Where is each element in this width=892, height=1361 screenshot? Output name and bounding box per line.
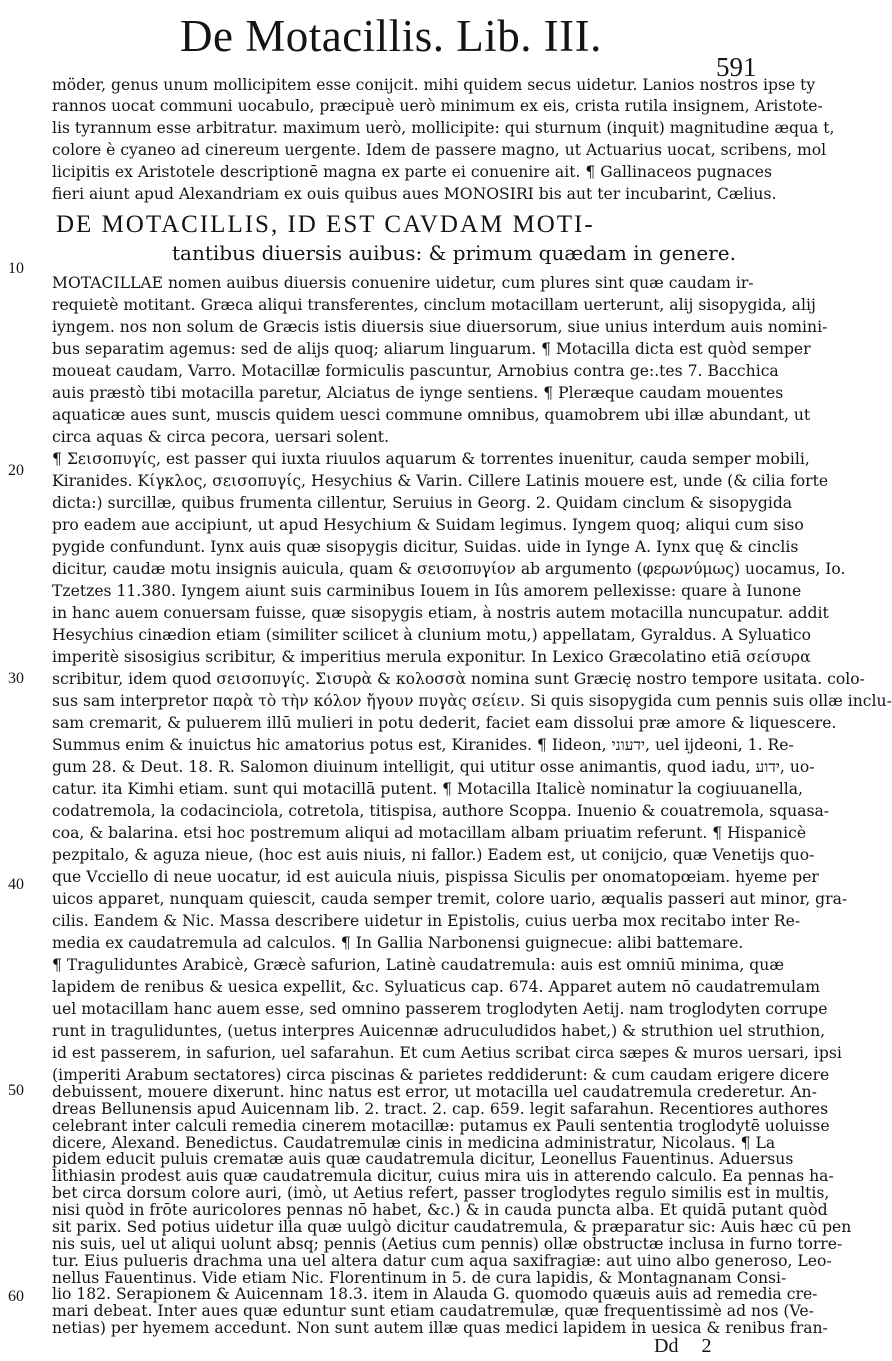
text-line: gum 28. & Deut. 18. R. Salomon diuinum intelligit, qui utitur osse animantis, quod iadu, ידוע, uo- [52, 758, 815, 776]
text-line: requietè motitant. Græca aliqui transferentes, cinclum motacillam uerterunt, alij sisopygida, alij [52, 296, 816, 314]
text-line: rannos uocat communi uocabulo, præcipuè uerò minimum ex eis, crista rutila insignem, Aristote- [52, 97, 823, 115]
text-line: nisi quòd in frōte auricolores pennas nō habet, &c.) & in cauda puncta alba. Et quidā putant quòd [52, 1201, 828, 1219]
margin-line-number: 30 [8, 670, 24, 687]
text-line: sam cremarit, & puluerem illū mulieri in potu dederit, faciet eam dissolui præ amore & liquescere. [52, 714, 837, 732]
text-line: coa, & balarina. etsi hoc postremum aliqui ad motacillam albam priuatim referunt. ¶ Hispanicè [52, 824, 807, 842]
text-line: colore è cyaneo ad cinereum uergente. Idem de passere magno, ut Actuarius uocat, scribens, mol [52, 141, 827, 159]
text-line: Tzetzes 11.380. Iyngem aiunt suis carminibus Iouem in Iûs amorem pellexisse: quare à Iunone [52, 582, 802, 600]
text-line: dicere, Alexand. Benedictus. Caudatremulæ cinis in medicina administratur, Nicolaus. ¶ La [52, 1133, 776, 1152]
margin-line-number: 10 [8, 260, 24, 277]
text-line: circa aquas & circa pecora, uersari solent. [52, 428, 390, 446]
signature-mark: Dd 2 [654, 1335, 712, 1357]
text-line: debuissent, mouere dixerunt. hinc natus est error, ut motacilla uel caudatremula crederetur. An- [52, 1082, 817, 1101]
text-line: licipitis ex Aristotele descriptionē magna ex parte ei conuenire ait. ¶ Gallinaceos pugnaces [52, 163, 772, 181]
text-line: auis præstò tibi motacilla paretur, Alciatus de iynge sentiens. ¶ Pleræque caudam mouentes [52, 384, 784, 402]
text-line: MOTACILLAE nomen auibus diuersis conuenire uidetur, cum plures sint quæ caudam ir- [52, 274, 754, 292]
text-line: pezpitalo, & aguza nieue, (hoc est auis niuis, ni fallor.) Eadem est, ut conijcio, quæ Venetijs quo- [52, 846, 815, 864]
text-line: dreas Bellunensis apud Auicennam lib. 2. tract. 2. cap. 659. legit safarahun. Recentiores authores [52, 1099, 829, 1118]
text-line: fieri aiunt apud Alexandriam ex ouis quibus aues MONOSIRI bis aut ter incubarint, Cælius. [52, 185, 777, 203]
text-line: netias) per hyemem accedunt. Non sunt autem illæ quas medici lapidem in uesica & renibus fran- [52, 1319, 828, 1338]
text-line: Kiranides. Κίγκλος, σεισοπυγίς, Hesychius & Varin. Cillere Latinis mouere est, unde (& cilia forte [52, 472, 829, 490]
text-line: lithiasin prodest auis quæ caudatremula dicitur, cuius mira uis in atterendo calculo. Ea pennas ha- [52, 1167, 834, 1186]
margin-line-number: 40 [8, 876, 24, 893]
text-line: pro eadem aue accipiunt, ut apud Hesychium & Suidam legimus. Iyngem quoq; aliqui cum siso [52, 516, 804, 534]
margin-line-number: 50 [8, 1082, 24, 1099]
text-line: scribitur, idem quod σεισοπυγίς. Σισυρὰ & κολοσσὰ nomina sunt Græcię nostro tempore usitata. colo- [52, 670, 865, 688]
margin-line-number: 20 [8, 462, 24, 479]
text-line: cilis. Eandem & Nic. Massa describere uidetur in Epistolis, cuius uerba mox recitabo inter Re- [52, 912, 801, 930]
text-line: celebrant inter calculi remedia cinerem motacillæ: putamus ex Pauli sententia troglodytē uoluisse [52, 1116, 830, 1135]
text-line: bus separatim agemus: sed de alijs quoq; aliarum linguarum. ¶ Motacilla dicta est quòd semper [52, 340, 811, 358]
text-line: lis tyrannum esse arbitratur. maximum uerò, mollicipite: qui sturnum (inquit) magnitudine æqua t, [52, 119, 835, 137]
text-line: sus sam interpretor παρὰ τὸ τὴν κόλον ἤγουν πυγὰς σείειν. Si quis sisopygida cum pennis suis ollæ inclu- [52, 692, 892, 710]
text-line: runt in traguliduntes, (uetus interpres Auicennæ adruculudidos habet,) & struthion uel struthion, [52, 1022, 826, 1040]
text-line: tur. Eius pulueris drachma una uel altera datur cum aqua saxifragiæ: aut uino albo generoso, Leo- [52, 1251, 832, 1270]
text-line: (imperiti Arabum sectatores) circa piscinas & parietes reddiderunt: & cum caudam erigere dicere [52, 1066, 830, 1084]
text-line: bet circa dorsum colore auri, (imò, ut Aetius refert, passer troglodytes regulo similis est in multis, [52, 1184, 830, 1203]
text-line: lapidem de renibus & uesica expellit, &c. Syluaticus cap. 674. Apparet autem nō caudatremulam [52, 978, 821, 996]
text-line: möder, genus unum mollicipitem esse conijcit. mihi quidem secus uidetur. Lanios nostros ipse ty [52, 76, 816, 94]
text-line: iyngem. nos non solum de Græcis istis diuersis siue diuersorum, siue unius interdum auis nomini- [52, 318, 828, 336]
text-line: ¶ Traguliduntes Arabicè, Græcè safurion, Latinè caudatremula: auis est omniū minima, quæ [52, 956, 784, 974]
text-line: codatremola, la codacinciola, cotretola, titispisa, authore Scoppa. Inuenio & couatremola, squasa- [52, 802, 830, 820]
text-line: Summus enim & inuictus hic amatorius potus est, Kiranides. ¶ Iideon, ידעוני, uel ijdeoni, 1. Re- [52, 736, 794, 754]
text-line: Hesychius cinædion etiam (similiter scilicet à clunium motu,) appellatam, Gyraldus. A Syluatico [52, 626, 812, 644]
text-line: catur. ita Kimhi etiam. sunt qui motacillā putent. ¶ Motacilla Italicè nominatur la cogiuuanella, [52, 780, 803, 798]
text-line: uicos apparet, nunquam quiescit, cauda semper tremit, colore uario, æqualis passeri aut minor, gra- [52, 890, 848, 908]
text-line: imperitè sisosigius scribitur, & imperitius merula exponitur. In Lexico Græcolatino etiā σείσυρα [52, 648, 811, 666]
text-line: pygide confundunt. Iynx auis quæ sisopygis dicitur, Suidas. uide in Iynge A. Iynx quę & cinclis [52, 538, 799, 556]
text-line: nellus Fauentinus. Vide etiam Nic. Florentinum in 5. de cura lapidis, & Montagnanam Consi- [52, 1268, 787, 1287]
margin-line-number: 60 [8, 1288, 24, 1305]
running-head: De Motacillis. Lib. III. [180, 11, 602, 61]
text-line: dicitur, caudæ motu insignis auicula, quam & σεισοπυγίον ab argumento (φερωνύμως) uocamus, Io. [52, 560, 846, 578]
text-line: lio 182. Serapionem & Auicennam 18.3. item in Alauda G. quomodo quæuis auis ad remedia cre- [52, 1285, 818, 1304]
text-line: id est passerem, in safurion, uel safarahun. Et cum Aetius scribat circa sæpes & muros uersari, ipsi [52, 1044, 842, 1062]
text-line: mari debeat. Inter aues quæ eduntur sunt etiam caudatremulæ, quæ frequentissimè ad nos (Ve- [52, 1302, 814, 1321]
text-line: moueat caudam, Varro. Motacillæ formiculis pascuntur, Arnobius contra ge:.tes 7. Bacchica [52, 362, 779, 380]
text-line: nis suis, uel ut aliqui uolunt absq; pennis (Aetius cum pennis) ollæ obstructæ inclusa in furno torre- [52, 1234, 843, 1253]
text-line: sit parix. Sed potius uidetur illa quæ uulgò dicitur caudatremula, & præparatur sic: Auis hæc cū pen [52, 1217, 852, 1236]
text-line: que Vcciello di neue uocatur, id est auicula niuis, pispissa Siculis per onomatopœiam. hyeme per [52, 868, 819, 886]
text-line: aquaticæ aues sunt, muscis quidem uesci commune omnibus, quamobrem ubi illæ abundant, ut [52, 406, 811, 424]
text-line: dicta:) surcillæ, quibus frumenta cillentur, Seruius in Georg. 2. Quidam cinclum & sisopygida [52, 494, 793, 512]
section-heading: DE MOTACILLIS, ID EST CAVDAM MOTI- [56, 211, 595, 238]
text-line: pidem educit puluis crematæ auis quæ caudatremula dicitur, Leonellus Fauentinus. Aduersus [52, 1150, 794, 1169]
section-subheading: tantibus diuersis auibus: & primum quædam in genere. [172, 241, 736, 265]
page-number: 591 [716, 52, 757, 82]
text-line: uel motacillam hanc auem esse, sed omnino passerem troglodyten Aetij. nam troglodyten corrupe [52, 1000, 828, 1018]
text-line: in hanc auem conuersam fuisse, quæ sisopygis etiam, à nostris autem motacilla nuncupatur. addit [52, 604, 829, 622]
text-line: media ex caudatremula ad calculos. ¶ In Gallia Narbonensi guignecue: alibi battemare. [52, 934, 744, 952]
text-line: ¶ Σεισοπυγίς, est passer qui iuxta riuulos aquarum & torrentes inuenitur, cauda semper mobili, [52, 450, 810, 468]
